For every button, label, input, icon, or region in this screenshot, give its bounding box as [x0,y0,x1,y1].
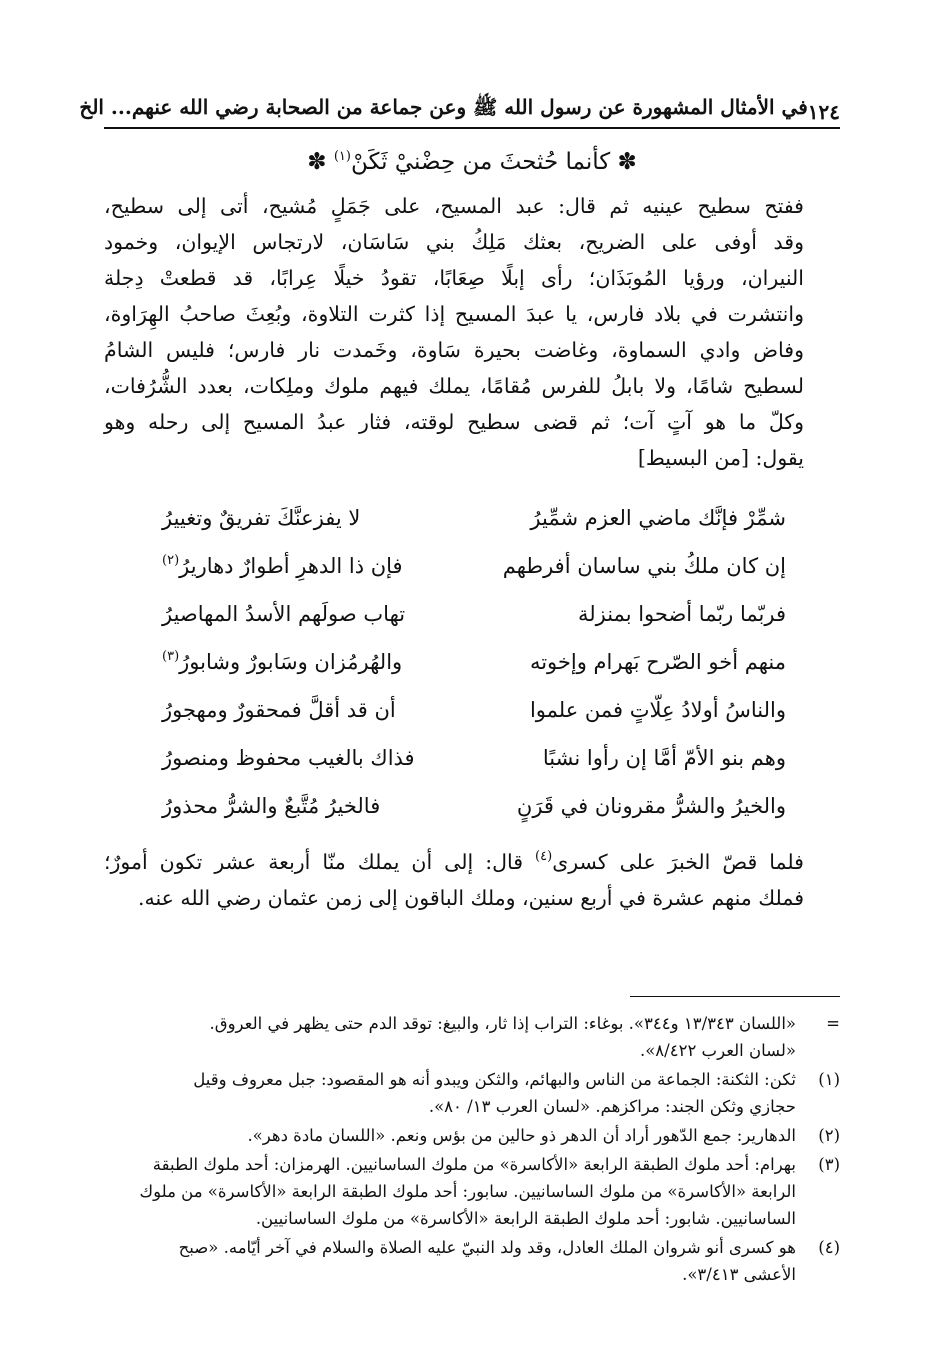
footnote-ref-1: (١) [333,149,351,164]
verse-first-hemistich: منهم أخو الصّرح بَهرام وإخوته [529,650,786,674]
page-number: ١٢٤ [807,100,840,124]
verse-second-hemistich: فذاك بالغيب محفوظ ومنصورُ [162,746,415,770]
footnote-text: ثكن: الثكنة: الجماعة من الناس والبهائم، والثكن ويبدو أنه هو المقصود: جبل معروف وقيل حجازي وثكن الجند: مراكزهم. «لسان العرب ١٣/ ٨٠». [193,1070,796,1116]
poem [104,494,840,830]
footnote-ref-2: (٢) [162,553,180,568]
footnote [104,1066,840,1120]
footnote [104,1234,840,1288]
paragraph-prose [104,188,840,476]
verse-second-hemistich: تهاب صولَهم الأسدُ المهاصيرُ [162,602,406,626]
page-header [79,84,840,124]
prose-line: وانتشرت في بلاد فارس، يا عبدَ المسيح إذا كثرت التلاوة، وبُعِثَ صاحبُ الهِرَاوة، [104,302,804,326]
verse-first-hemistich: إن كان ملكُ بني ساسان أفرطهم [502,554,786,578]
prose-line: فلما قصّ الخبرَ على كسرى$^{(٤)}$ قال: إلى أن يملك منّا أربعة عشر تكون أمورٌ؛ [104,849,804,874]
poem-verse [104,782,840,830]
footnote-text: «اللسان ١٣/٣٤٣ و٣٤٤». بوغاء: التراب إذا ثار، والبيغ: توقد الدم حتى يظهر في العروق. «لسان العرب ٨/٤٢٢». [209,1014,796,1060]
verse-first-hemistich: والناسُ أولادُ عِلّاتٍ فمن علموا [529,698,786,722]
footnote-rule [630,996,840,997]
verse-first-hemistich: شمِّرْ فإنَّك ماضي العزم شمِّيرُ [530,506,786,530]
prose-line: النيران، ورؤيا المُوبَذَان؛ رأى إبلًا صِعَابًا، تقودُ خيلًا عِرابًا، قد قطعتْ دِجلة [104,266,804,290]
running-title: في الأمثال المشهورة عن رسول الله ﷺ وعن جماعة من الصحابة رضي الله عنهم... الخ [79,95,808,119]
footnote-number: (٢) [818,1126,840,1145]
footnote-text: الدهارير: جمع الدّهور أراد أن الدهر ذو حالين من بؤس ونعم. «اللسان مادة دهر». [247,1126,796,1145]
verse-second-hemistich: والهُرمُزان وسَابورٌ وشابورُ$^{(٣)}$ [162,649,403,674]
prose-line: ففتح سطيح عينيه ثم قال: عبد المسيح، على جَمَلٍ مُشيح، أتى إلى سطيح، [104,194,804,218]
verse-second-hemistich: أن قد أقلَّ فمحقورٌ ومهجورُ [162,698,396,722]
prose-line: فملك منهم عشرة في أربع سنين، وملك الباقون إلى زمن عثمان رضي الله عنه. [137,886,804,910]
prose-line: وكلّ ما هو آتٍ آت؛ ثم قضى سطيح لوقته، فثار عبدُ المسيح إلى رحله وهو [104,410,804,434]
prose-line: وفاض وادي السماوة، وغاضت بحيرة سَاوة، وخَمدت نار فارس؛ فليس الشامُ [104,338,804,362]
prose-line: يقول: [من البسيط] [637,446,804,470]
section-heading [104,140,840,184]
poem-verse [104,590,840,638]
poem-verse [104,686,840,734]
prose-line: وقد أوفى على الضريح، بعثك مَلِكُ بني سَاسَان، لارتجاس الإيوان، وخمود [104,230,804,254]
main-text [104,138,840,916]
paragraph-closing [104,844,840,916]
footnote-number: = [826,1014,840,1033]
heading-ornament: ✽ [307,149,334,175]
verse-first-hemistich: والخيرُ والشرُّ مقرونان في قَرَنٍ [516,794,786,818]
footnote-number: (١) [818,1070,840,1089]
footnote [104,1010,840,1064]
verse-second-hemistich: فالخيرُ مُتَّبعٌ والشرُّ محذورُ [162,794,381,818]
prose-line: لسطيح شامًا، ولا بابلُ للفرس مُقامًا، يملك فيهم ملوك وملِكات، بعدد الشُّرُفات، [104,374,804,398]
verse-first-hemistich: وهم بنو الأمّ أمَّا إن رأوا نشبًا [542,746,786,770]
poem-verse [104,494,840,542]
footnote-number: (٣) [818,1155,840,1174]
footnote-text: بهرام: أحد ملوك الطبقة الرابعة «الأكاسرة» من ملوك الساسانيين. الهرمزان: أحد ملوك الطبقة الرابعة «الأكاسرة» من ملوك الساسانيين. سابور: أحد ملوك الطبقة الرابعة «الأكاسرة» من ملوك الساسانيين. شابور: أحد ملوك الطبقة الرابعة «الأكاسرة» من ملوك الساسانيين. [139,1155,796,1228]
footnote-ref-3: (٣) [162,649,180,664]
verse-second-hemistich: لا يفزعنَّكَ تفريقٌ وتغييرُ [162,506,361,530]
footnote [104,1151,840,1232]
poem-verse [104,734,840,782]
verse-first-hemistich: فربّما ربّما أضحوا بمنزلة [577,602,786,626]
footnote [104,1122,840,1149]
heading-text: ✽ كأنما حُثحثَ من حِضْنيْ ثَكَنْ [350,149,637,175]
footnote-text: هو كسرى أنو شروان الملك العادل، وقد ولد النبيّ عليه الصلاة والسلام في آخر أيّامه. «صبح الأعشى ٣/٤١٣». [178,1238,796,1284]
verse-second-hemistich: فإن ذا الدهرِ أطوارٌ دهاريرُ$^{(٢)}$ [162,553,403,578]
footnote-number: (٤) [818,1238,840,1257]
footnotes [104,1010,840,1290]
poem-verse [104,542,840,590]
poem-verse [104,638,840,686]
header-rule [104,127,840,129]
footnote-ref-4: (٤) [535,849,553,864]
